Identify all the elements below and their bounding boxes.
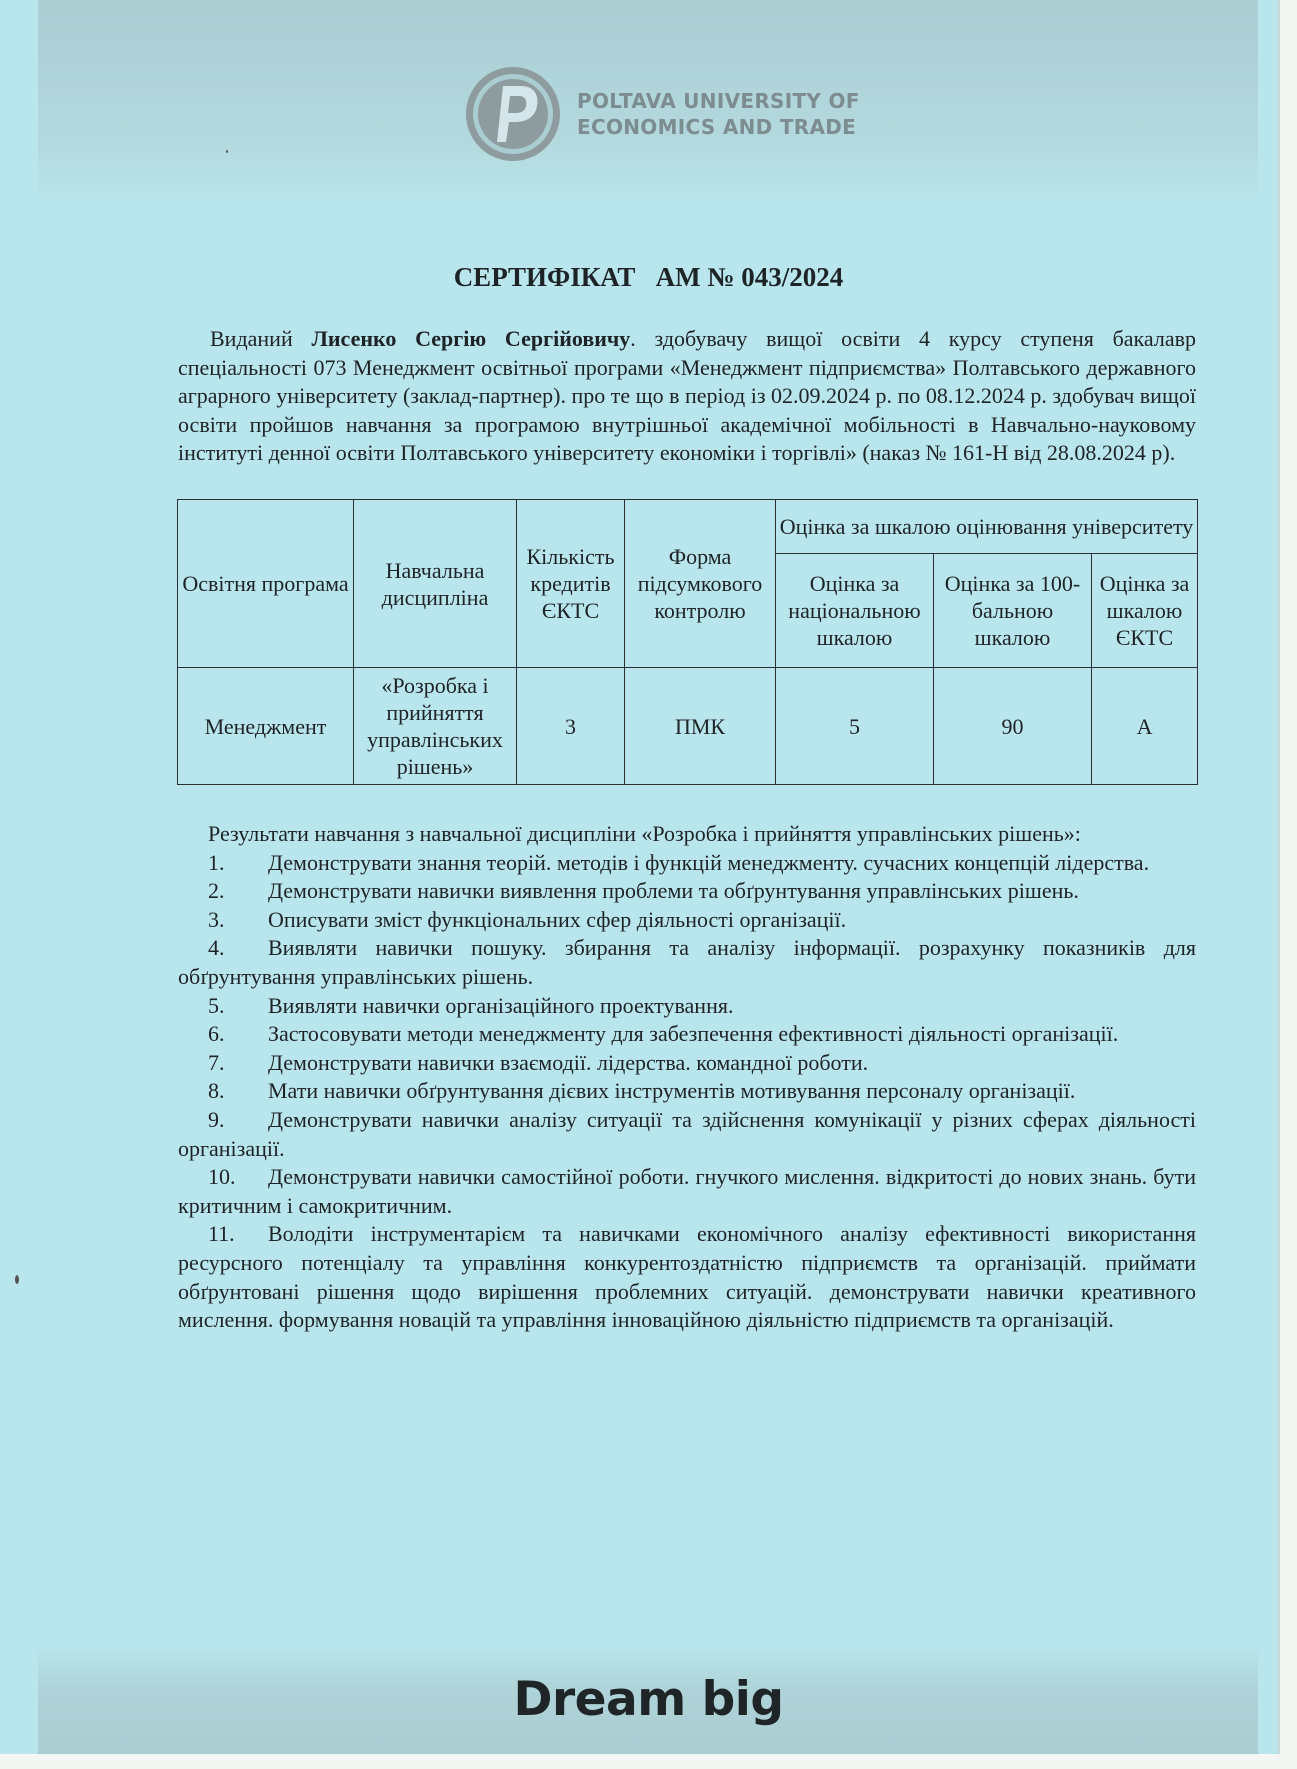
- item-number: 11.: [208, 1221, 235, 1247]
- list-item: [178, 1220, 1196, 1334]
- item-text: Демонструвати навички виявлення проблеми та обґрунтування управлінських рішень.: [268, 878, 1079, 904]
- cell-control: ПМК: [625, 668, 776, 785]
- item-number: 2.: [208, 878, 225, 904]
- intro-prefix: Виданий: [210, 326, 312, 351]
- header-discipline: Навчальна дисципліна: [354, 500, 517, 668]
- item-text: Демонструвати навички взаємодії. лідерства. командної роботи.: [268, 1049, 869, 1075]
- cell-national: 5: [776, 668, 934, 785]
- scan-speck: [15, 1275, 19, 1284]
- list-item: [178, 1106, 1196, 1163]
- item-text: Володіти інструментарієм та навичками економічного аналізу ефективності використання ресурсного потенціалу та управління конкурентоздатністю підприємств та організацій. приймати обґрунтовані рішення щодо вирішення проблемних ситуацій. демонструвати навички креативного мислення. формування новацій та управління інноваційною діяльністю підприємств та організацій.: [178, 1221, 1196, 1333]
- item-text: Демонструвати знання теорій. методів і функцій менеджменту. сучасних концепцій лідерства.: [268, 849, 1150, 875]
- list-item: [178, 1163, 1196, 1220]
- item-number: 7.: [208, 1049, 225, 1075]
- item-number: 4.: [208, 935, 225, 961]
- list-item: [178, 877, 1196, 906]
- header-credits: Кількість кредитів ЄКТС: [517, 500, 625, 668]
- item-text: Виявляти навички організаційного проектування.: [268, 992, 734, 1018]
- header-control: Форма підсумкового контролю: [625, 500, 776, 668]
- list-item: [178, 1020, 1196, 1049]
- item-number: 10.: [208, 1164, 236, 1190]
- cell-discipline: «Розробка і прийняття управлінських рішень»: [354, 668, 517, 785]
- table-row: [178, 668, 1198, 785]
- list-item: [178, 934, 1196, 991]
- cell-hundred: 90: [934, 668, 1092, 785]
- certificate-title: СЕРТИФІКАТ АМ № 043/2024: [453, 262, 844, 292]
- item-number: 1.: [208, 849, 225, 875]
- item-text: Описувати зміст функціональних сфер діяльності організації.: [268, 906, 847, 932]
- cell-credits: 3: [517, 668, 625, 785]
- header-program: Освітня програма: [178, 500, 354, 668]
- item-number: 9.: [208, 1106, 225, 1132]
- learning-outcomes: [178, 820, 1196, 1335]
- cell-program: Менеджмент: [178, 668, 354, 785]
- list-item: [178, 849, 1196, 878]
- item-text: Демонструвати навички аналізу ситуації та здійснення комунікації у різних сферах діяльності організації.: [178, 1106, 1196, 1161]
- item-text: Виявляти навички пошуку. збирання та аналізу інформації. розрахунку показників для обґрунтування управлінських рішень.: [178, 935, 1196, 989]
- item-number: 8.: [208, 1078, 225, 1104]
- cell-ects: А: [1092, 668, 1198, 785]
- scan-speck: [226, 150, 228, 153]
- item-number: 3.: [208, 906, 225, 932]
- header-ects: Оцінка за шкалою ЄКТС: [1092, 554, 1198, 668]
- outcomes-lead: Результати навчання з навчальної дисципліни «Розробка і прийняття управлінських рішень»:: [208, 821, 1081, 846]
- brand-line-2: ECONOMICS AND TRADE: [577, 115, 857, 139]
- university-name: [577, 88, 860, 140]
- item-number: 5.: [208, 992, 225, 1018]
- header-hundred: Оцінка за 100-бальною шкалою: [934, 554, 1092, 668]
- header-scale-group: Оцінка за шкалою оцінювання університету: [776, 500, 1198, 554]
- footer-motto: Dream big: [513, 1672, 784, 1727]
- list-item: [178, 906, 1196, 935]
- certificate-intro: [178, 325, 1196, 468]
- brand-line-1: POLTAVA UNIVERSITY OF: [577, 89, 860, 113]
- item-text: Демонструвати навички самостійної роботи. гнучкого мислення. відкритості до нових знань. бути критичним і самокритичним.: [178, 1164, 1196, 1218]
- item-text: Мати навички обґрунтування дієвих інструментів мотивування персоналу організації.: [268, 1078, 1076, 1104]
- grades-table: [177, 499, 1198, 785]
- header-national: Оцінка за національною шкалою: [776, 554, 934, 668]
- item-text: Застосовувати методи менеджменту для забезпечення ефективності діяльності організації.: [268, 1021, 1119, 1047]
- list-item: [178, 1077, 1196, 1106]
- intro-text: . здобувачу вищої освіти 4 курсу ступеня бакалавр спеціальності 073 Менеджмент освітньої програми «Менеджмент підприємства» Полтавського державного аграрного університету (заклад-партнер). про те що в період із 02.09.2024 р. по 08.12.2024 р. здобувач вищої освіти пройшов навчання за програмою внутрішньої академічної мобільності в Навчально-науковому інституті денної освіти Полтавського університету економіки і торгівлі» (наказ № 161-Н від 28.08.2024 р).: [178, 326, 1197, 466]
- university-logo: [463, 64, 563, 164]
- recipient-name: Лисенко Сергію Сергійовичу: [311, 326, 631, 351]
- item-number: 6.: [208, 1021, 225, 1047]
- list-item: [178, 1049, 1196, 1078]
- list-item: [178, 992, 1196, 1021]
